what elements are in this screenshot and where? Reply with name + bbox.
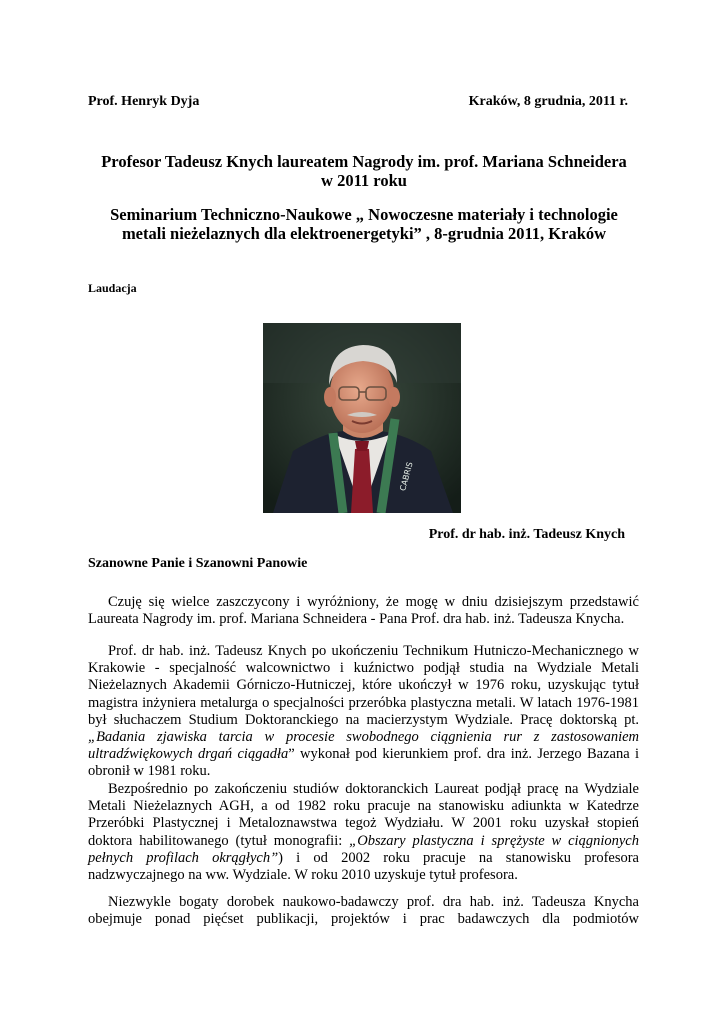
salutation: Szanowne Panie i Szanowni Panowie [88,556,308,571]
paragraph-3-line4 [88,833,639,850]
paragraph-3-line5 [88,850,639,867]
paragraph-3-line5-rest: ) i od 2002 roku pracuje na stanowisku profesora [278,849,639,866]
main-title-line2: w 2011 roku [321,171,407,190]
paragraph-1-line2: Laureata Nagrody im. prof. Mariana Schneidera - Pana Prof. dra hab. inż. Tadeusza Knycha. [88,611,625,628]
monograph-title-start: „Obszary plastyczna i sprężyste w ciągnionych [349,832,639,849]
paragraph-1 [88,594,639,628]
monograph-title-end: pełnych profilach okrągłych” [88,849,279,866]
paragraph-2-line8: obronił w 1981 roku. [88,763,211,780]
paragraph-2-line5: był słuchaczem Studium Doktoranckiego na macierzystym Wydziale. Pracę doktorską pt. [88,711,639,728]
paragraph-2-line1: Prof. dr hab. inż. Tadeusz Knych po ukończeniu Technikum Hutniczo-Mechanicznego w [108,643,639,659]
main-title-line1: Profesor Tadeusz Knych laureatem Nagrody im. prof. Mariana Schneidera [101,152,627,171]
portrait-photo [263,323,461,513]
place-date: Kraków, 8 grudnia, 2011 r. [468,94,628,109]
paragraph-4 [88,894,639,928]
seminar-title-line2: metali nieżelaznych dla elektroenergetyki” , 8-grudnia 2011, Kraków [121,224,607,243]
photo-caption: Prof. dr hab. inż. Tadeusz Knych [428,527,625,542]
author-name: Prof. Henryk Dyja [88,94,200,109]
paragraph-2-line4: magistra inżyniera metalurga o specjalności przeróbka plastyczna metali. W latach 1976-1981 [88,694,639,711]
paragraph-2-line7-rest: ” wykonał pod kierunkiem prof. dra inż. Jerzego Bazana i [288,746,640,763]
paragraph-1-line1: Czuję się wielce zaszczycony i wyróżniony, że mogę w dniu dzisiejszym przedstawić [108,594,639,610]
section-label: Laudacja [88,281,137,295]
paragraph-3-line3: Przeróbki Plastycznej i Metaloznawstwa tegoż Wydziału. W 2001 roku uzyskał stopień [88,815,639,832]
paragraph-3 [88,781,639,884]
paragraph-4-line2: obejmuje ponad pięćset publikacji, projektów i prac badawczych dla podmiotów [88,911,639,928]
lanyard-text: CABRIS [398,460,415,492]
seminar-title-line1: Seminarium Techniczno-Naukowe „ Nowoczesne materiały i technologie [110,205,618,224]
paragraph-2-line2: Krakowie - specjalność walcownictwo i kuźnictwo podjął studia na Wydziale Metali [88,660,639,677]
paragraph-3-line4-start: doktora habilitowanego (tytuł monografii: [88,832,350,849]
paragraph-3-line1: Bezpośrednio po zakończeniu studiów doktoranckich Laureat podjął pracę na Wydziale [108,781,639,797]
paragraph-4-line1: Niezwykle bogaty dorobek naukowo-badawczy prof. dra hab. inż. Tadeusza Knycha [108,894,639,910]
paragraph-3-line6: nadzwyczajnego na ww. Wydziale. W roku 2010 uzyskuje tytuł profesora. [88,867,518,884]
main-title [80,152,648,190]
paragraph-2-line6: „Badania zjawiska tarcia w procesie swobodnego ciągnienia rur z zastosowaniem [88,729,639,746]
seminar-title [80,205,648,243]
paragraph-2-line3: Nieżelaznych Akademii Górniczo-Hutniczej, które ukończył w 1976 roku, uzyskując tytuł [88,677,639,694]
paragraph-2 [88,643,639,781]
thesis-title-end: ultradźwiękowych drgań ciągadła [88,746,289,763]
portrait-illustration [263,323,461,513]
paragraph-3-line2: Metali Nieżelaznych AGH, a od 1982 roku pracuje na stanowisku adiunkta w Katedrze [88,798,639,815]
paragraph-2-line7 [88,746,639,763]
